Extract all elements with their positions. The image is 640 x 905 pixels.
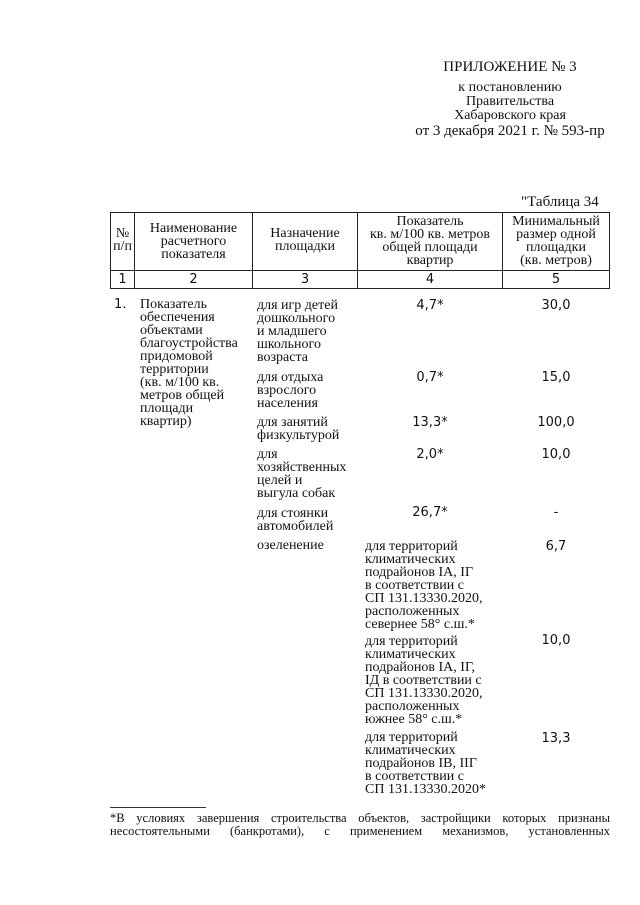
indicator-value-2: 0,7* xyxy=(416,370,444,385)
column-header-min-size: Минимальный размер одной площадки (кв. метров) xyxy=(512,214,600,268)
greening-indicator-north: для территорий климатических подрайонов IА, IГ в соответствии с СП 131.13330.2020, расположенных севернее 58° с.ш.* xyxy=(365,539,483,632)
table-number-row-bottom-border xyxy=(110,288,610,289)
purpose-sports: для занятий физкультурой xyxy=(257,415,340,443)
column-number-3: 3 xyxy=(300,272,310,287)
appendix-line-1: к постановлению xyxy=(458,80,562,95)
footnote-line-1: *В условиях завершения строительства объектов, застройщики которых признаны xyxy=(110,811,610,825)
min-size-value-2: 15,0 xyxy=(541,370,571,385)
purpose-parking: для стоянки автомобилей xyxy=(257,506,334,534)
appendix-line-3: Хабаровского края xyxy=(454,108,566,123)
purpose-household-dogs: для хозяйственных целей и выгула собак xyxy=(257,447,347,501)
column-header-number: № п/п xyxy=(113,226,132,254)
footnote-line-2: несостоятельными (банкротами), с применением механизмов, установленных xyxy=(110,824,610,838)
greening-indicator-south: для территорий климатических подрайонов IА, IГ, IД в соответствии с СП 131.13330.2020, расположенных южнее 58° с.ш.* xyxy=(365,634,483,727)
indicator-value-1: 4,7* xyxy=(416,298,444,313)
purpose-adult-recreation: для отдыха взрослого населения xyxy=(257,370,324,411)
min-size-greening-other: 13,3 xyxy=(541,731,571,746)
min-size-value-5: - xyxy=(553,505,559,520)
indicator-value-3: 13,3* xyxy=(412,415,448,430)
table-label: "Таблица 34 xyxy=(521,194,599,210)
min-size-value-3: 100,0 xyxy=(537,415,575,430)
min-size-value-4: 10,0 xyxy=(541,447,571,462)
min-size-value-1: 30,0 xyxy=(541,298,571,313)
table-top-border xyxy=(110,212,610,213)
column-number-2: 2 xyxy=(189,272,198,287)
column-header-name: Наименование расчетного показателя xyxy=(149,221,238,262)
min-size-greening-north: 6,7 xyxy=(545,539,567,554)
column-header-indicator: Показатель кв. м/100 кв. метров общей площади квартир xyxy=(369,214,491,268)
indicator-value-4: 2,0* xyxy=(416,447,444,462)
column-number-4: 4 xyxy=(425,272,435,287)
column-number-1: 1 xyxy=(118,272,127,287)
appendix-date-line: от 3 декабря 2021 г. № 593-пр xyxy=(415,123,605,139)
purpose-greening: озеленение xyxy=(257,538,324,553)
min-size-greening-south: 10,0 xyxy=(541,633,571,648)
appendix-line-2: Правительства xyxy=(465,94,555,109)
indicator-value-5: 26,7* xyxy=(412,505,448,520)
greening-indicator-other: для территорий климатических подрайонов IВ, IIГ в соответствии с СП 131.13330.2020* xyxy=(365,730,486,797)
row-number: 1. xyxy=(114,297,127,312)
appendix-title: ПРИЛОЖЕНИЕ № 3 xyxy=(443,59,577,75)
table-header-bottom-border xyxy=(110,270,610,271)
footnote-separator xyxy=(110,807,206,808)
column-number-5: 5 xyxy=(551,272,561,287)
table-right-border xyxy=(609,212,610,289)
purpose-children-playground: для игр детей дошкольного и младшего школьного возраста xyxy=(257,298,338,365)
column-header-purpose: Назначение площадки xyxy=(270,226,340,254)
indicator-name: Показатель обеспечения объектами благоустройства придомовой территории (кв. м/100 кв. метров общей площади квартир) xyxy=(140,297,238,429)
